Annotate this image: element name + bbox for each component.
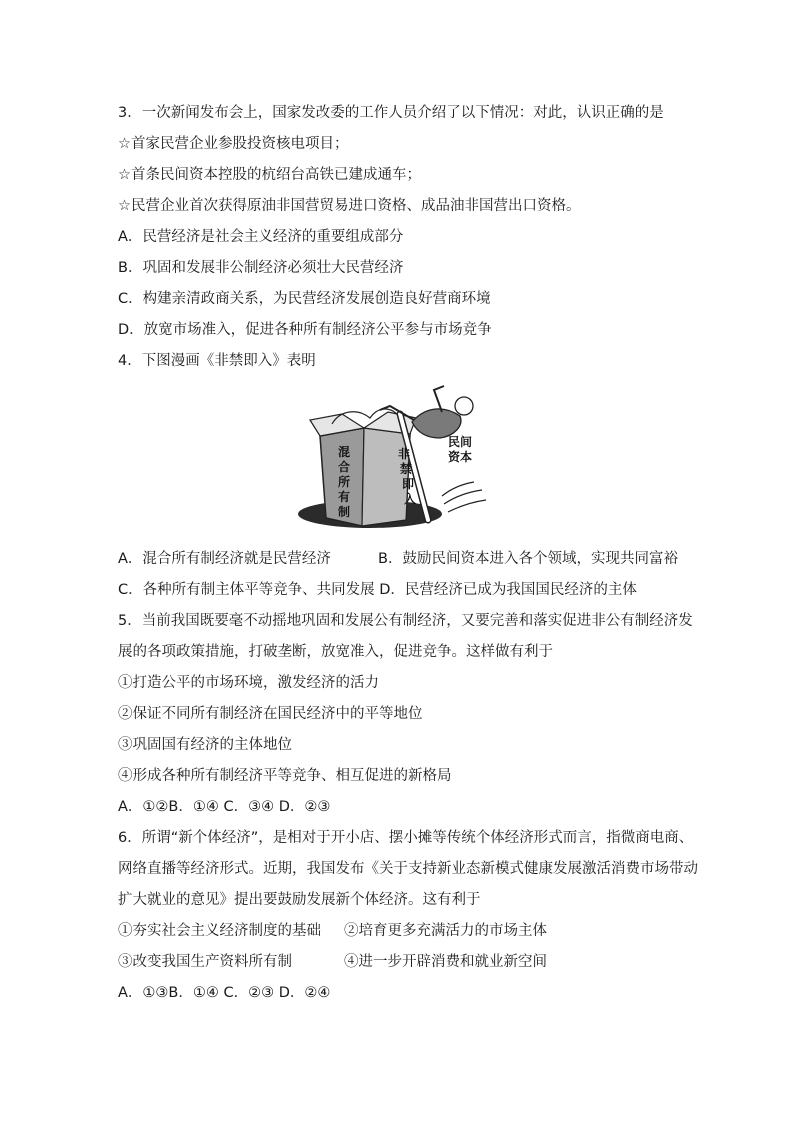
cartoon-figure <box>292 384 504 534</box>
q3-option-a: A．民营经济是社会主义经济的重要组成部分 <box>118 229 404 245</box>
q6-options: A．①③B．①④ C．②③ D．②④ <box>118 985 331 1001</box>
q4-option-cd: C．各种所有制主体平等竞争、共同发展 D．民营经济已成为我国国民经济的主体 <box>118 582 637 598</box>
box-label-4: 有 <box>338 490 351 504</box>
q6-item-3: ③改变我国生产资料所有制 <box>118 954 292 970</box>
q5-options: A．①②B．①④ C．③④ D．②③ <box>118 799 331 815</box>
q6-item-4: ④进一步开辟消费和就业新空间 <box>344 954 547 970</box>
q5-stem-1: 5．当前我国既要毫不动摇地巩固和发展公有制经济，又要完善和落实促进非公有制经济发 <box>118 613 693 629</box>
q3-fact-1: ☆首家民营企业参股投资核电项目； <box>118 136 349 152</box>
q5-item-2: ②保证不同所有制经济在国民经济中的平等地位 <box>118 706 423 722</box>
q3-stem: 3．一次新闻发布会上，国家发改委的工作人员介绍了以下情况：对此，认识正确的是 <box>118 105 664 121</box>
q5-stem-2: 展的各项政策措施，打破垄断，放宽准入，促进竞争。这样做有利于 <box>118 644 553 660</box>
box-label-5: 制 <box>338 505 351 519</box>
q4-stem: 4．下图漫画《非禁即入》表明 <box>118 353 316 369</box>
box-label-2: 合 <box>338 460 351 474</box>
q3-option-c: C．构建亲清政商关系，为民营经济发展创造良好营商环境 <box>118 291 491 307</box>
stick-label-2: 禁 <box>400 462 413 476</box>
stick-label-4: 入 <box>404 492 417 506</box>
box-label-1: 混 <box>338 445 351 459</box>
stick-label-1: 非 <box>398 447 411 461</box>
q6-stem-1: 6．所谓“新个体经济”，是相对于开小店、摆小摊等传统个体经济形式而言，指微商电商、 <box>118 830 694 846</box>
q4-option-b: B．鼓励民间资本进入各个领域，实现共同富裕 <box>378 551 678 567</box>
q3-fact-3: ☆民营企业首次获得原油非国营贸易进口资格、成品油非国营出口资格。 <box>118 198 581 214</box>
cartoon-body <box>412 409 461 438</box>
q3-option-b: B．巩固和发展非公制经济必须壮大民营经济 <box>118 260 404 276</box>
cartoon-illustration <box>292 384 504 534</box>
q3-fact-2: ☆首条民间资本控股的杭绍台高铁已建成通车； <box>118 167 421 183</box>
q5-item-1: ①打造公平的市场环境，激发经济的活力 <box>118 675 379 691</box>
q6-item-2: ②培育更多充满活力的市场主体 <box>344 923 547 939</box>
q6-stem-3: 扩大就业的意见》提出要鼓励发展新个体经济。这有利于 <box>118 892 481 908</box>
box-label-3: 所 <box>338 475 351 489</box>
figure-label-1: 民间 <box>448 435 473 449</box>
q3-option-d: D．放宽市场准入，促进各种所有制经济公平参与市场竞争 <box>118 322 492 338</box>
figure-label-2: 资本 <box>448 450 473 464</box>
q5-item-4: ④形成各种所有制经济平等竞争、相互促进的新格局 <box>118 768 452 784</box>
q6-item-1: ①夯实社会主义经济制度的基础 <box>118 923 321 939</box>
stick-label-3: 即 <box>402 477 415 491</box>
q4-option-a: A．混合所有制经济就是民营经济 <box>118 551 331 567</box>
cartoon-head <box>455 397 473 415</box>
q5-item-3: ③巩固国有经济的主体地位 <box>118 737 292 753</box>
q6-stem-2: 网络直播等经济形式。近期，我国发布《关于支持新业态新模式健康发展激活消费市场带动 <box>118 861 698 877</box>
